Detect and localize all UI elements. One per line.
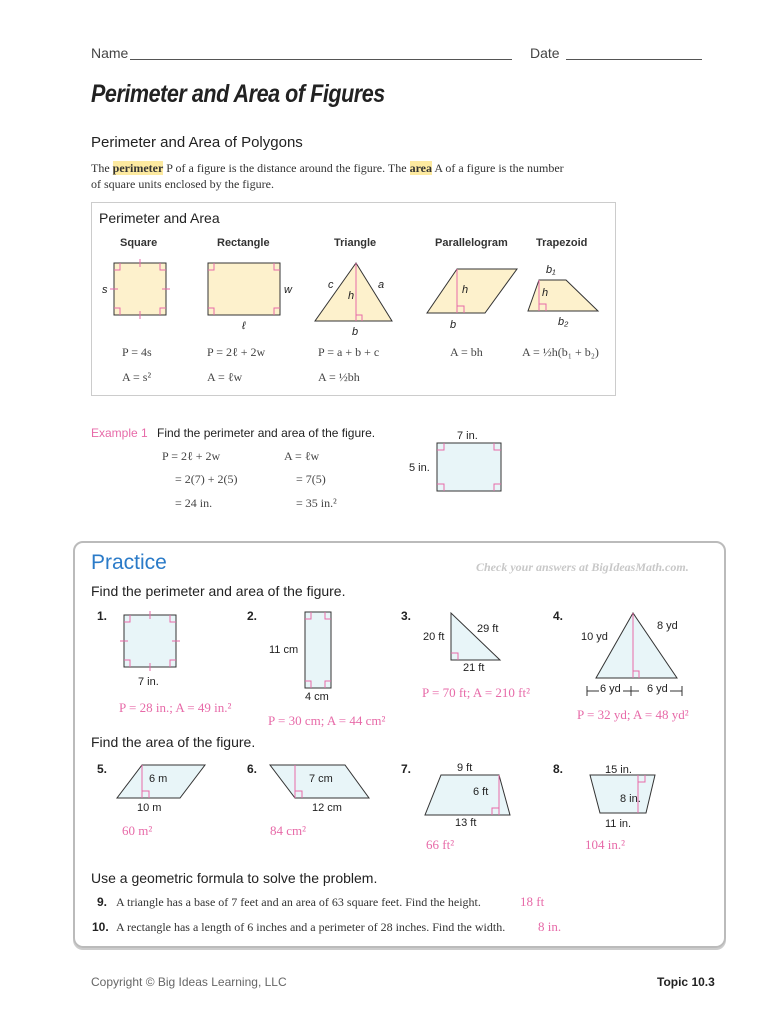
intro-text-b: P of a figure is the distance around the figure. The (166, 161, 407, 175)
example-rect-shape (437, 443, 501, 491)
example-rectangle (436, 442, 506, 494)
problem-10-number: 10. (92, 920, 109, 934)
intro-text (91, 160, 611, 192)
shape-name-trapezoid: Trapezoid (536, 237, 588, 249)
problem-4-side-label: 8 yd (657, 620, 678, 632)
problem-5-number: 5. (97, 762, 108, 776)
problem-3-base-label: 21 ft (463, 662, 485, 674)
problem-6-answer: 84 cm² (270, 823, 307, 838)
intro-text-d: of square units enclosed by the figure. (91, 177, 274, 191)
problem-4-half-base-left: 6 yd (600, 683, 621, 695)
shape-name-rectangle: Rectangle (217, 237, 270, 249)
problem-6-top-label: 7 cm (309, 773, 333, 785)
problem-2-answer: P = 30 cm; A = 44 cm² (268, 713, 386, 728)
practice-box (73, 541, 726, 948)
problem-3-number: 3. (401, 609, 412, 623)
example-p-line2: = 2(7) + 2(5) (175, 472, 238, 486)
problem-6-base-label: 12 cm (312, 802, 342, 814)
problem-10-answer: 8 in. (538, 919, 562, 934)
footer-copyright: Copyright © Big Ideas Learning, LLC (91, 975, 287, 989)
example-a-line2: = 7(5) (296, 472, 326, 486)
example-a-line1: A = ℓw (284, 449, 320, 463)
problem-1-number: 1. (97, 609, 108, 623)
formula-rectangle-area: A = ℓw (207, 370, 243, 384)
label-b: b (352, 326, 359, 338)
problem-7-height-label: 6 ft (473, 786, 489, 798)
problem-2-width-label: 4 cm (305, 691, 329, 703)
label-h-trapezoid: h (542, 287, 549, 299)
practice-title: Practice (91, 551, 167, 574)
problem-10-text: A rectangle has a length of 6 inches and a perimeter of 28 inches. Find the width. (116, 920, 506, 934)
parallelogram-shape (427, 269, 517, 313)
example-p-line3: = 24 in. (175, 496, 213, 510)
problem-9-number: 9. (97, 895, 108, 909)
example-prompt: Find the perimeter and area of the figure. (157, 426, 376, 440)
problem-2-number: 2. (247, 609, 258, 623)
problem-7-top-label: 9 ft (457, 762, 473, 774)
practice-part1-heading: Find the perimeter and area of the figure. (91, 583, 346, 599)
formula-trapezoid-area: A = ½h(b₁ + b₂) (522, 345, 599, 359)
problem-6-number: 6. (247, 762, 258, 776)
label-h: h (348, 290, 355, 302)
name-line[interactable] (130, 59, 512, 60)
problem-3-answer: P = 70 ft; A = 210 ft² (422, 685, 531, 700)
label-w: w (284, 284, 292, 296)
page-title: Perimeter and Area of Figures (91, 80, 385, 108)
problem-5-base-label: 10 m (137, 802, 162, 814)
practice-part2-heading: Find the area of the figure. (91, 734, 256, 750)
problem-8-answer: 104 in.² (585, 837, 626, 852)
problem-1-square (124, 615, 176, 667)
rectangle-shape (208, 263, 280, 315)
example-width-label: 7 in. (457, 430, 478, 442)
problem-7-trapezoid (425, 775, 510, 815)
shape-name-parallelogram: Parallelogram (435, 237, 508, 249)
problem-1-side-label: 7 in. (138, 676, 159, 688)
formula-rectangle-perimeter: P = 2ℓ + 2w (207, 345, 266, 359)
formula-triangle-area: A = ½bh (318, 370, 360, 384)
problem-8-number: 8. (553, 762, 564, 776)
example-a-line3: = 35 in.² (296, 496, 337, 510)
name-label: Name (91, 45, 129, 61)
problem-3-hyp-label: 29 ft (477, 623, 499, 635)
problem-9-text: A triangle has a base of 7 feet and an area of 63 square feet. Find the height. (116, 895, 481, 909)
date-label: Date (530, 45, 560, 61)
term-area: area (409, 161, 432, 175)
problem-8-base-label: 11 in. (605, 818, 632, 830)
problem-5-height-label: 6 m (149, 773, 168, 785)
label-c: c (328, 279, 334, 291)
label-h-parallelogram: h (462, 284, 469, 296)
problem-4-number: 4. (553, 609, 564, 623)
practice-check-link[interactable]: Check your answers at BigIdeasMath.com. (476, 560, 689, 574)
formula-parallelogram-area: A = bh (450, 345, 483, 359)
problem-4-answer: P = 32 yd; A = 48 yd² (577, 707, 689, 722)
label-l: ℓ (242, 320, 246, 332)
problems-row1-figures (75, 607, 724, 697)
formula-square-perimeter: P = 4s (122, 345, 152, 359)
problem-7-number: 7. (401, 762, 412, 776)
term-perimeter: perimeter (112, 161, 164, 175)
problem-4-half-base-right: 6 yd (647, 683, 668, 695)
label-b2: b₂ (558, 316, 569, 328)
formula-square-area: A = s² (122, 370, 152, 384)
label-b-parallelogram: b (450, 319, 457, 331)
problem-4-height-label: 10 yd (581, 631, 608, 643)
section-heading: Perimeter and Area of Polygons (91, 134, 303, 151)
practice-part3-heading: Use a geometric formula to solve the problem. (91, 870, 378, 886)
problem-9-answer: 18 ft (520, 894, 545, 909)
problem-5-answer: 60 m² (122, 823, 153, 838)
shape-name-triangle: Triangle (334, 237, 377, 249)
example-p-line1: P = 2ℓ + 2w (162, 449, 221, 463)
problem-7-answer: 66 ft² (426, 837, 455, 852)
formula-triangle-perimeter: P = a + b + c (318, 345, 380, 359)
label-s: s (102, 284, 108, 296)
reference-title: Perimeter and Area (99, 210, 220, 226)
square-shape (114, 263, 166, 315)
problem-1-answer: P = 28 in.; A = 49 in.² (119, 700, 232, 715)
shape-name-square: Square (120, 237, 158, 249)
example-label: Example 1 (91, 426, 148, 440)
intro-text-c: A of a figure is the number (434, 161, 564, 175)
intro-text-a: The (91, 161, 110, 175)
example-height-label: 5 in. (409, 462, 430, 474)
problem-7-base-label: 13 ft (455, 817, 477, 829)
problem-4-dimension-line (586, 685, 686, 697)
date-line[interactable] (566, 59, 702, 60)
problem-2-height-label: 11 cm (269, 644, 299, 656)
problem-8-top-label: 15 in. (605, 764, 632, 776)
problem-3-leg-label: 20 ft (423, 631, 445, 643)
footer-topic: Topic 10.3 (657, 975, 715, 989)
problem-2-rectangle (305, 612, 331, 688)
problem-8-height-label: 8 in. (620, 793, 641, 805)
label-b1: b₁ (546, 264, 556, 276)
label-a: a (378, 279, 385, 291)
reference-box (91, 202, 616, 396)
